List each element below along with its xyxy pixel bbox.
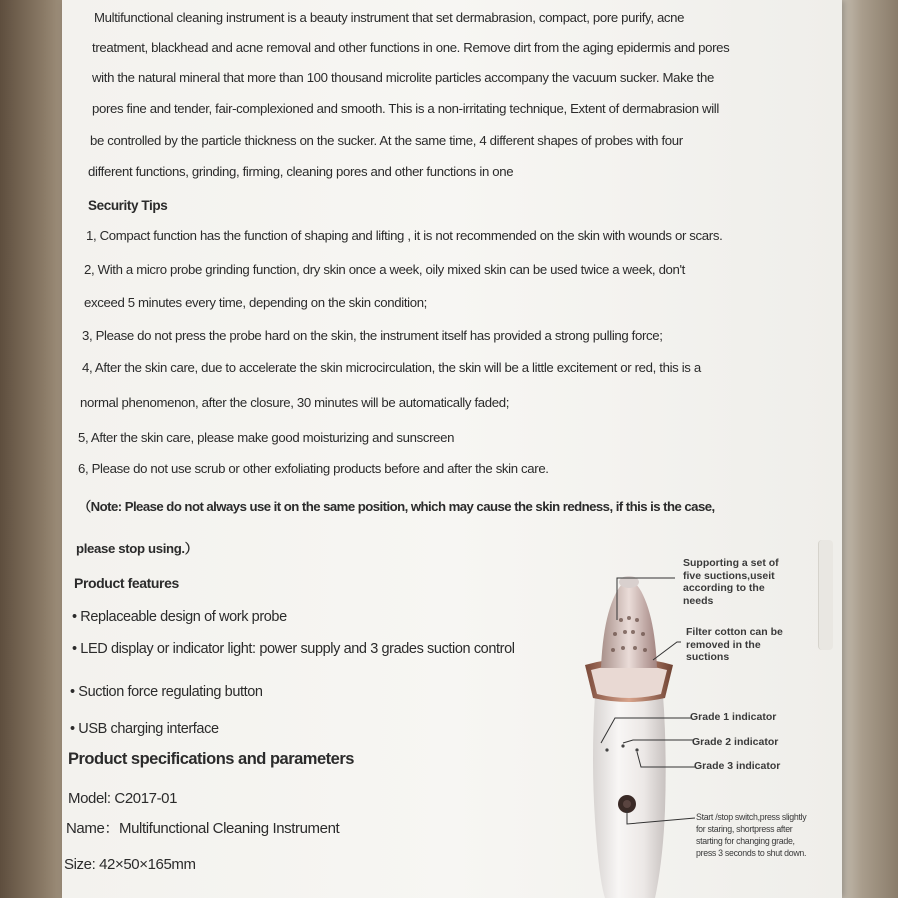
security-line: exceed 5 minutes every time, depending on the skin condition;	[84, 295, 427, 310]
spec-model: Model: C2017-01	[68, 790, 178, 807]
security-line: 4, After the skin care, due to accelerate the skin microcirculation, the skin will be a little excitement or red, this is a	[82, 360, 701, 375]
spec-name: Name：Multifunctional Cleaning Instrument	[66, 820, 340, 837]
note-line-2: please stop using.）	[76, 541, 198, 556]
feature-item: • LED display or indicator light: power supply and 3 grades suction control	[72, 641, 515, 657]
security-line: 6, Please do not use scrub or other exfoliating products before and after the skin care.	[78, 461, 549, 476]
security-line: 1, Compact function has the function of shaping and lifting , it is not recommended on the skin with wounds or scars.	[86, 228, 723, 243]
security-line: 5, After the skin care, please make good moisturizing and sunscreen	[78, 430, 455, 445]
device-collar-inner	[591, 665, 667, 698]
probe-head	[601, 580, 657, 668]
security-line: normal phenomenon, after the closure, 30 minutes will be automatically faded;	[80, 395, 510, 410]
features-heading: Product features	[74, 575, 179, 591]
security-heading: Security Tips	[88, 198, 168, 213]
filter-annotation: Filter cotton can be removed in the suctions	[686, 626, 783, 663]
intro-line: pores fine and tender, fair-complexioned and smooth. This is a non-irritating technique, Extent of dermabrasion will	[92, 101, 719, 116]
intro-line: with the natural mineral that more than 100 thousand microlite particles accompany the vacuum sucker. Make the	[92, 70, 714, 85]
feature-item: • USB charging interface	[70, 721, 219, 737]
grade2-dot	[621, 744, 624, 747]
specs-heading: Product specifications and parameters	[68, 750, 354, 768]
switch-annotation: Start /stop switch,press slightly for staring, shortpress after starting for changing grade, press 3 seconds to shut down.	[696, 812, 807, 858]
grade2-annotation: Grade 2 indicator	[692, 736, 779, 748]
spec-size: Size: 42×50×165mm	[64, 856, 196, 873]
grade1-annotation: Grade 1 indicator	[690, 711, 777, 723]
intro-line: be controlled by the particle thickness on the sucker. At the same time, 4 different shapes of probes with four	[90, 133, 683, 148]
intro-line: different functions, grinding, firming, cleaning pores and other functions in one	[88, 164, 514, 179]
security-line: 3, Please do not press the probe hard on the skin, the instrument itself has provided a strong pulling force;	[82, 328, 663, 343]
grade3-dot	[635, 748, 638, 751]
suction-annotation: Supporting a set of five suctions,useit according to the needs	[683, 557, 779, 607]
device-illustration	[555, 560, 825, 898]
security-line: 2, With a micro probe grinding function, dry skin once a week, oily mixed skin can be used twice a week, don't	[84, 262, 685, 277]
intro-line: treatment, blackhead and acne removal and other functions in one. Remove dirt from the aging epidermis and pores	[92, 40, 730, 55]
note-line-1: （Note: Please do not always use it on the same position, which may cause the skin redness, if this is the case,	[78, 499, 715, 514]
feature-item: • Replaceable design of work probe	[72, 609, 287, 625]
intro-line: Multifunctional cleaning instrument is a beauty instrument that set dermabrasion, compact, pore purify, acne	[94, 10, 685, 25]
feature-item: • Suction force regulating button	[70, 684, 263, 700]
grade1-dot	[605, 748, 608, 751]
background-right	[838, 0, 898, 898]
grade3-annotation: Grade 3 indicator	[694, 760, 781, 772]
